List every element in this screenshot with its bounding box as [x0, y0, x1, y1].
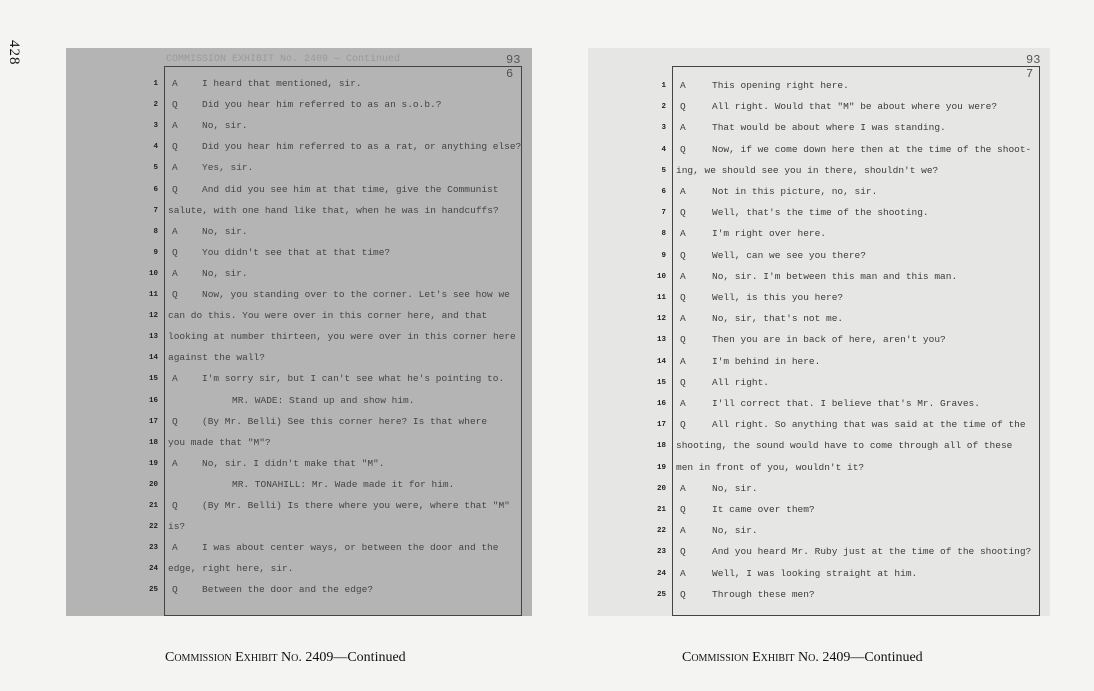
line-number: 12: [148, 312, 158, 321]
line-number: 17: [148, 417, 158, 426]
line-text: Between the door and the edge?: [202, 584, 374, 596]
speaker-label: A: [172, 120, 178, 132]
transcript-line: [66, 416, 532, 436]
line-text: is?: [168, 521, 186, 533]
line-text: Now, if we come down here then at the time of the shoot-: [712, 143, 1032, 155]
speaker-label: Q: [172, 99, 178, 111]
speaker-label: A: [680, 270, 686, 282]
line-number: 11: [148, 291, 158, 299]
line-number: 11: [656, 294, 666, 302]
line-text: MR. TONAHILL: Mr. Wade made it for him.: [232, 478, 455, 490]
line-text: All right. So anything that was said at the time of the: [712, 419, 1026, 431]
transcript-line: [588, 419, 1050, 439]
transcript-line: [66, 584, 532, 604]
line-number: 2: [661, 103, 666, 112]
line-number: 24: [656, 569, 666, 578]
line-number: 21: [148, 502, 158, 510]
line-text: (By Mr. Belli) See this corner here? Is that where: [202, 415, 488, 427]
left-transcript-page: [66, 48, 532, 616]
line-number: 13: [656, 336, 666, 345]
speaker-label: A: [172, 225, 178, 237]
transcript-line: [588, 101, 1050, 121]
transcript-line: [588, 186, 1050, 206]
speaker-label: Q: [172, 141, 178, 153]
transcript-line: [588, 589, 1050, 609]
transcript-line: [66, 352, 532, 372]
line-number: 20: [656, 484, 666, 493]
speaker-label: Q: [680, 101, 686, 113]
speaker-label: Q: [680, 376, 686, 388]
line-text: I heard that mentioned, sir.: [202, 78, 362, 89]
line-number: 4: [661, 145, 666, 154]
speaker-label: A: [680, 228, 686, 240]
line-text: edge, right here, sir.: [168, 563, 294, 575]
transcript-line: [66, 437, 532, 457]
line-number: 6: [153, 185, 158, 194]
line-text: No, sir.: [202, 225, 248, 237]
line-number: 20: [148, 480, 158, 489]
transcript-line: [588, 546, 1050, 566]
line-number: 7: [661, 209, 666, 218]
line-number: 14: [148, 354, 158, 363]
line-number: 23: [656, 548, 666, 557]
transcript-line: [588, 228, 1050, 248]
right-caption-main: Commission Exhibit No. 2409: [682, 650, 851, 665]
transcript-line: [588, 568, 1050, 588]
line-text: Did you hear him referred to as a rat, or anything else?: [202, 141, 522, 153]
speaker-label: Q: [172, 183, 178, 195]
line-number: 5: [661, 166, 666, 175]
transcript-line: [66, 310, 532, 330]
speaker-label: A: [680, 355, 686, 367]
transcript-line: [588, 250, 1050, 270]
line-text: shooting, the sound would have to come through all of these: [676, 440, 1013, 452]
transcript-line: [588, 377, 1050, 397]
transcript-line: [588, 398, 1050, 418]
transcript-line: [66, 331, 532, 351]
line-text: No, sir.: [202, 267, 248, 279]
line-number: 13: [148, 333, 158, 342]
transcript-line: [588, 504, 1050, 524]
line-text: MR. WADE: Stand up and show him.: [232, 394, 415, 406]
speaker-label: Q: [680, 207, 686, 219]
line-text: ing, we should see you in there, shouldn't we?: [676, 164, 939, 176]
line-text: All right.: [712, 376, 770, 388]
line-number: 8: [661, 230, 666, 239]
transcript-line: [588, 144, 1050, 164]
line-number: 23: [148, 544, 158, 553]
left-caption-main: Commission Exhibit No. 2409: [165, 650, 334, 665]
transcript-line: [66, 500, 532, 520]
transcript-line: [66, 542, 532, 562]
bleed-through-header: COMMISSION EXHIBIT No. 2409 — Continued: [166, 54, 401, 65]
line-number: 9: [153, 248, 158, 257]
speaker-label: A: [172, 162, 178, 174]
line-text: Not in this picture, no, sir.: [712, 186, 878, 197]
transcript-line: [66, 120, 532, 140]
line-text: That would be about where I was standing.: [712, 122, 946, 134]
speaker-label: A: [680, 80, 686, 91]
line-number: 18: [148, 438, 158, 447]
line-number: 4: [153, 143, 158, 152]
line-text: Well, is this you here?: [712, 292, 844, 303]
line-text: All right. Would that "M" be about where you were?: [712, 101, 998, 113]
line-text: I'll correct that. I believe that's Mr. Graves.: [712, 398, 980, 409]
transcript-line: [66, 226, 532, 246]
transcript-line: [588, 122, 1050, 142]
speaker-label: A: [172, 542, 178, 554]
line-text: And you heard Mr. Ruby just at the time of the shooting?: [712, 546, 1032, 558]
speaker-label: Q: [172, 500, 178, 511]
speaker-label: Q: [172, 584, 178, 596]
speaker-label: A: [172, 373, 178, 385]
line-number: 16: [148, 396, 158, 405]
left-caption: [165, 650, 406, 666]
transcript-line: [66, 563, 532, 583]
line-number: 22: [656, 527, 666, 536]
line-number: 10: [148, 269, 158, 278]
left-caption-suffix: —Continued: [333, 650, 406, 665]
speaker-label: Q: [680, 249, 686, 261]
transcript-line: [66, 268, 532, 288]
page-number: 428: [6, 40, 22, 66]
transcript-line: [66, 289, 532, 309]
line-text: Well, that's the time of the shooting.: [712, 207, 929, 219]
transcript-line: [588, 80, 1050, 100]
line-number: 19: [656, 463, 666, 472]
speaker-label: Q: [680, 588, 686, 600]
line-number: 16: [656, 400, 666, 408]
transcript-line: [66, 521, 532, 541]
speaker-label: Q: [680, 504, 686, 515]
line-number: 10: [656, 272, 666, 281]
speaker-label: Q: [680, 419, 686, 431]
line-number: 18: [656, 442, 666, 451]
transcript-line: [66, 247, 532, 267]
transcript-line: [588, 313, 1050, 333]
line-number: 8: [153, 227, 158, 236]
right-caption-suffix: —Continued: [850, 650, 923, 665]
speaker-label: A: [680, 186, 686, 197]
line-text: Did you hear him referred to as an s.o.b.?: [202, 99, 442, 111]
line-text: can do this. You were over in this corner here, and that: [168, 310, 488, 322]
line-text: against the wall?: [168, 352, 265, 364]
line-text: (By Mr. Belli) Is there where you were, where that "M": [202, 500, 510, 511]
line-text: And did you see him at that time, give the Communist: [202, 183, 499, 195]
transcript-line: [66, 205, 532, 225]
line-text: No, sir. I didn't make that "M".: [202, 457, 385, 469]
transcript-line: [66, 395, 532, 415]
line-text: Well, can we see you there?: [712, 249, 866, 261]
line-number: 25: [148, 586, 158, 595]
line-number: 12: [656, 315, 666, 324]
line-text: I'm sorry sir, but I can't see what he's pointing to.: [202, 373, 505, 385]
line-text: looking at number thirteen, you were over in this corner here: [168, 331, 516, 343]
speaker-label: Q: [172, 289, 178, 300]
line-text: I was about center ways, or between the door and the: [202, 542, 499, 554]
line-number: 15: [656, 378, 666, 387]
line-number: 7: [153, 206, 158, 215]
transcript-line: [66, 78, 532, 98]
speaker-label: Q: [172, 246, 178, 258]
line-number: 19: [148, 459, 158, 468]
line-number: 22: [148, 523, 158, 532]
line-text: salute, with one hand like that, when he was in handcuffs?: [168, 204, 499, 216]
line-number: 25: [656, 590, 666, 599]
transcript-line: [588, 292, 1050, 312]
speaker-label: A: [680, 313, 686, 325]
right-transcript-page: [588, 48, 1050, 616]
line-number: 5: [153, 164, 158, 173]
line-number: 24: [148, 565, 158, 574]
line-number: 14: [656, 357, 666, 366]
speaker-label: A: [680, 398, 686, 409]
speaker-label: A: [680, 525, 686, 537]
left-page-number: 93 6: [506, 53, 521, 81]
line-text: No, sir.: [202, 120, 248, 132]
line-text: Yes, sir.: [202, 162, 254, 174]
speaker-label: A: [172, 267, 178, 279]
transcript-line: [588, 271, 1050, 291]
line-text: You didn't see that at that time?: [202, 246, 391, 258]
line-text: Then you are in back of here, aren't you?: [712, 334, 946, 346]
speaker-label: A: [680, 567, 686, 579]
transcript-line: [66, 141, 532, 161]
transcript-line: [66, 479, 532, 499]
transcript-line: [66, 373, 532, 393]
line-text: It came over them?: [712, 504, 815, 515]
transcript-line: [66, 162, 532, 182]
line-number: 9: [661, 251, 666, 260]
right-caption: [682, 650, 923, 666]
transcript-line: [588, 440, 1050, 460]
speaker-label: A: [172, 457, 178, 469]
line-number: 15: [148, 375, 158, 384]
line-number: 1: [661, 82, 666, 90]
transcript-line: [66, 458, 532, 478]
transcript-line: [66, 99, 532, 119]
speaker-label: A: [172, 78, 178, 89]
right-page-number: 93 7: [1026, 53, 1041, 81]
line-text: No, sir.: [712, 482, 758, 494]
line-text: No, sir, that's not me.: [712, 313, 844, 325]
line-text: Now, you standing over to the corner. Let's see how we: [202, 289, 510, 300]
line-number: 1: [153, 80, 158, 88]
transcript-line: [66, 184, 532, 204]
transcript-line: [588, 356, 1050, 376]
transcript-line: [588, 165, 1050, 185]
transcript-line: [588, 483, 1050, 503]
line-text: Well, I was looking straight at him.: [712, 567, 918, 579]
speaker-label: Q: [680, 292, 686, 303]
line-number: 3: [153, 122, 158, 131]
transcript-line: [588, 207, 1050, 227]
line-number: 2: [153, 101, 158, 110]
line-text: No, sir. I'm between this man and this man.: [712, 270, 958, 282]
line-text: I'm behind in here.: [712, 355, 821, 367]
line-text: I'm right over here.: [712, 228, 827, 240]
speaker-label: Q: [680, 546, 686, 558]
line-number: 21: [656, 506, 666, 514]
line-number: 3: [661, 124, 666, 133]
line-number: 6: [661, 188, 666, 196]
line-text: No, sir.: [712, 525, 758, 537]
transcript-line: [588, 462, 1050, 482]
transcript-line: [588, 525, 1050, 545]
line-text: Through these men?: [712, 588, 815, 600]
speaker-label: Q: [680, 334, 686, 346]
line-text: This opening right here.: [712, 80, 849, 91]
line-text: you made that "M"?: [168, 436, 271, 448]
transcript-line: [588, 334, 1050, 354]
speaker-label: A: [680, 122, 686, 134]
speaker-label: A: [680, 482, 686, 494]
line-number: 17: [656, 421, 666, 430]
speaker-label: Q: [680, 143, 686, 155]
speaker-label: Q: [172, 415, 178, 427]
line-text: men in front of you, wouldn't it?: [676, 461, 865, 473]
